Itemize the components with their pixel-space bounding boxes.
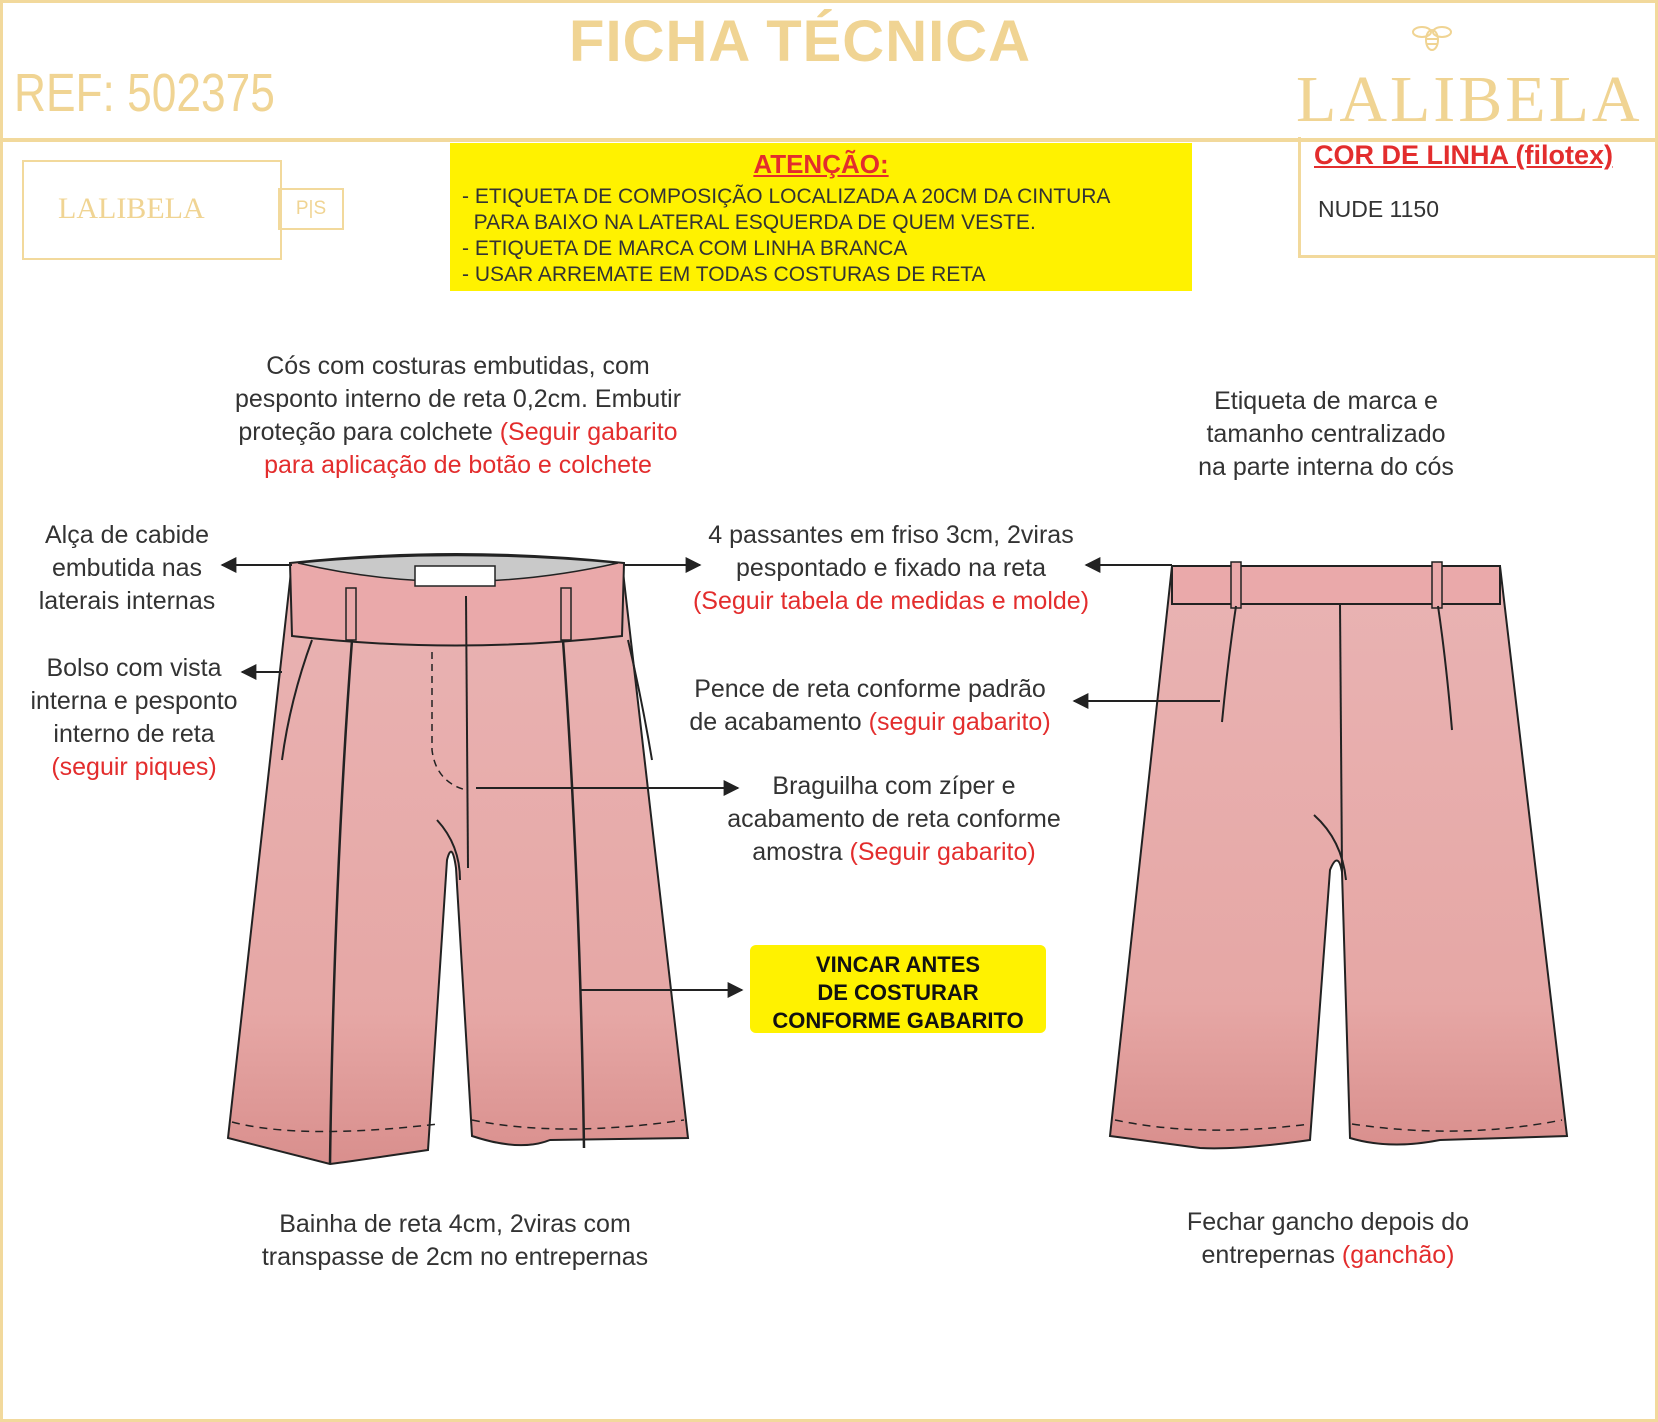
label-brand-text: LALIBELA — [58, 192, 205, 225]
note-brand-label: Etiqueta de marca e tamanho centralizado na parte interna do cós — [1198, 387, 1454, 481]
note-fly: Braguilha com zíper e acabamento de reta conforme amostra (Seguir gabarito) — [727, 772, 1061, 866]
attention-line: - ETIQUETA DE MARCA COM LINHA BRANCA — [462, 237, 908, 260]
attention-line: - ETIQUETA DE COMPOSIÇÃO LOCALIZADA A 20CM DA CINTURA — [462, 185, 1111, 208]
brand-logo: LALIBELA — [1296, 63, 1643, 136]
size-tag: P|S — [278, 188, 344, 230]
thread-color-title: COR DE LINHA (filotex) — [1314, 140, 1613, 170]
reference-code: REF: 502375 — [14, 63, 275, 123]
attention-line: PARA BAIXO NA LATERAL ESQUERDA DE QUEM VESTE. — [462, 211, 1036, 234]
front-shorts-drawing — [228, 554, 688, 1164]
note-belt-loops: 4 passantes em friso 3cm, 2viras pespontado e fixado na reta (Seguir tabela de medidas e molde) — [692, 521, 1090, 615]
note-pocket: Bolso com vista interna e pesponto interno de reta (seguir piques) — [30, 654, 238, 781]
attention-line: - USAR ARREMATE EM TODAS COSTURAS DE RETA — [462, 263, 986, 286]
crease-instruction-box: VINCAR ANTES DE COSTURAR CONFORME GABARITO — [750, 945, 1046, 1033]
attention-title: ATENÇÃO: — [753, 149, 889, 179]
note-hem: Bainha de reta 4cm, 2viras com transpasse de 2cm no entrepernas — [261, 1210, 649, 1271]
note-waistband: Cós com costuras embutidas, com pesponto interno de reta 0,2cm. Embutir proteção para colchete (Seguir gabarito para aplicação de botão e colchete — [234, 352, 682, 479]
note-hanger-loop: Alça de cabide embutida nas laterais internas — [38, 521, 216, 615]
page-title: FICHA TÉCNICA — [569, 9, 1031, 74]
note-dart: Pence de reta conforme padrão de acabamento (seguir gabarito) — [689, 675, 1051, 736]
back-shorts-drawing — [1110, 562, 1567, 1148]
note-crotch: Fechar gancho depois do entrepernas (ganchão) — [1186, 1208, 1470, 1269]
thread-color-value: NUDE 1150 — [1318, 196, 1440, 222]
